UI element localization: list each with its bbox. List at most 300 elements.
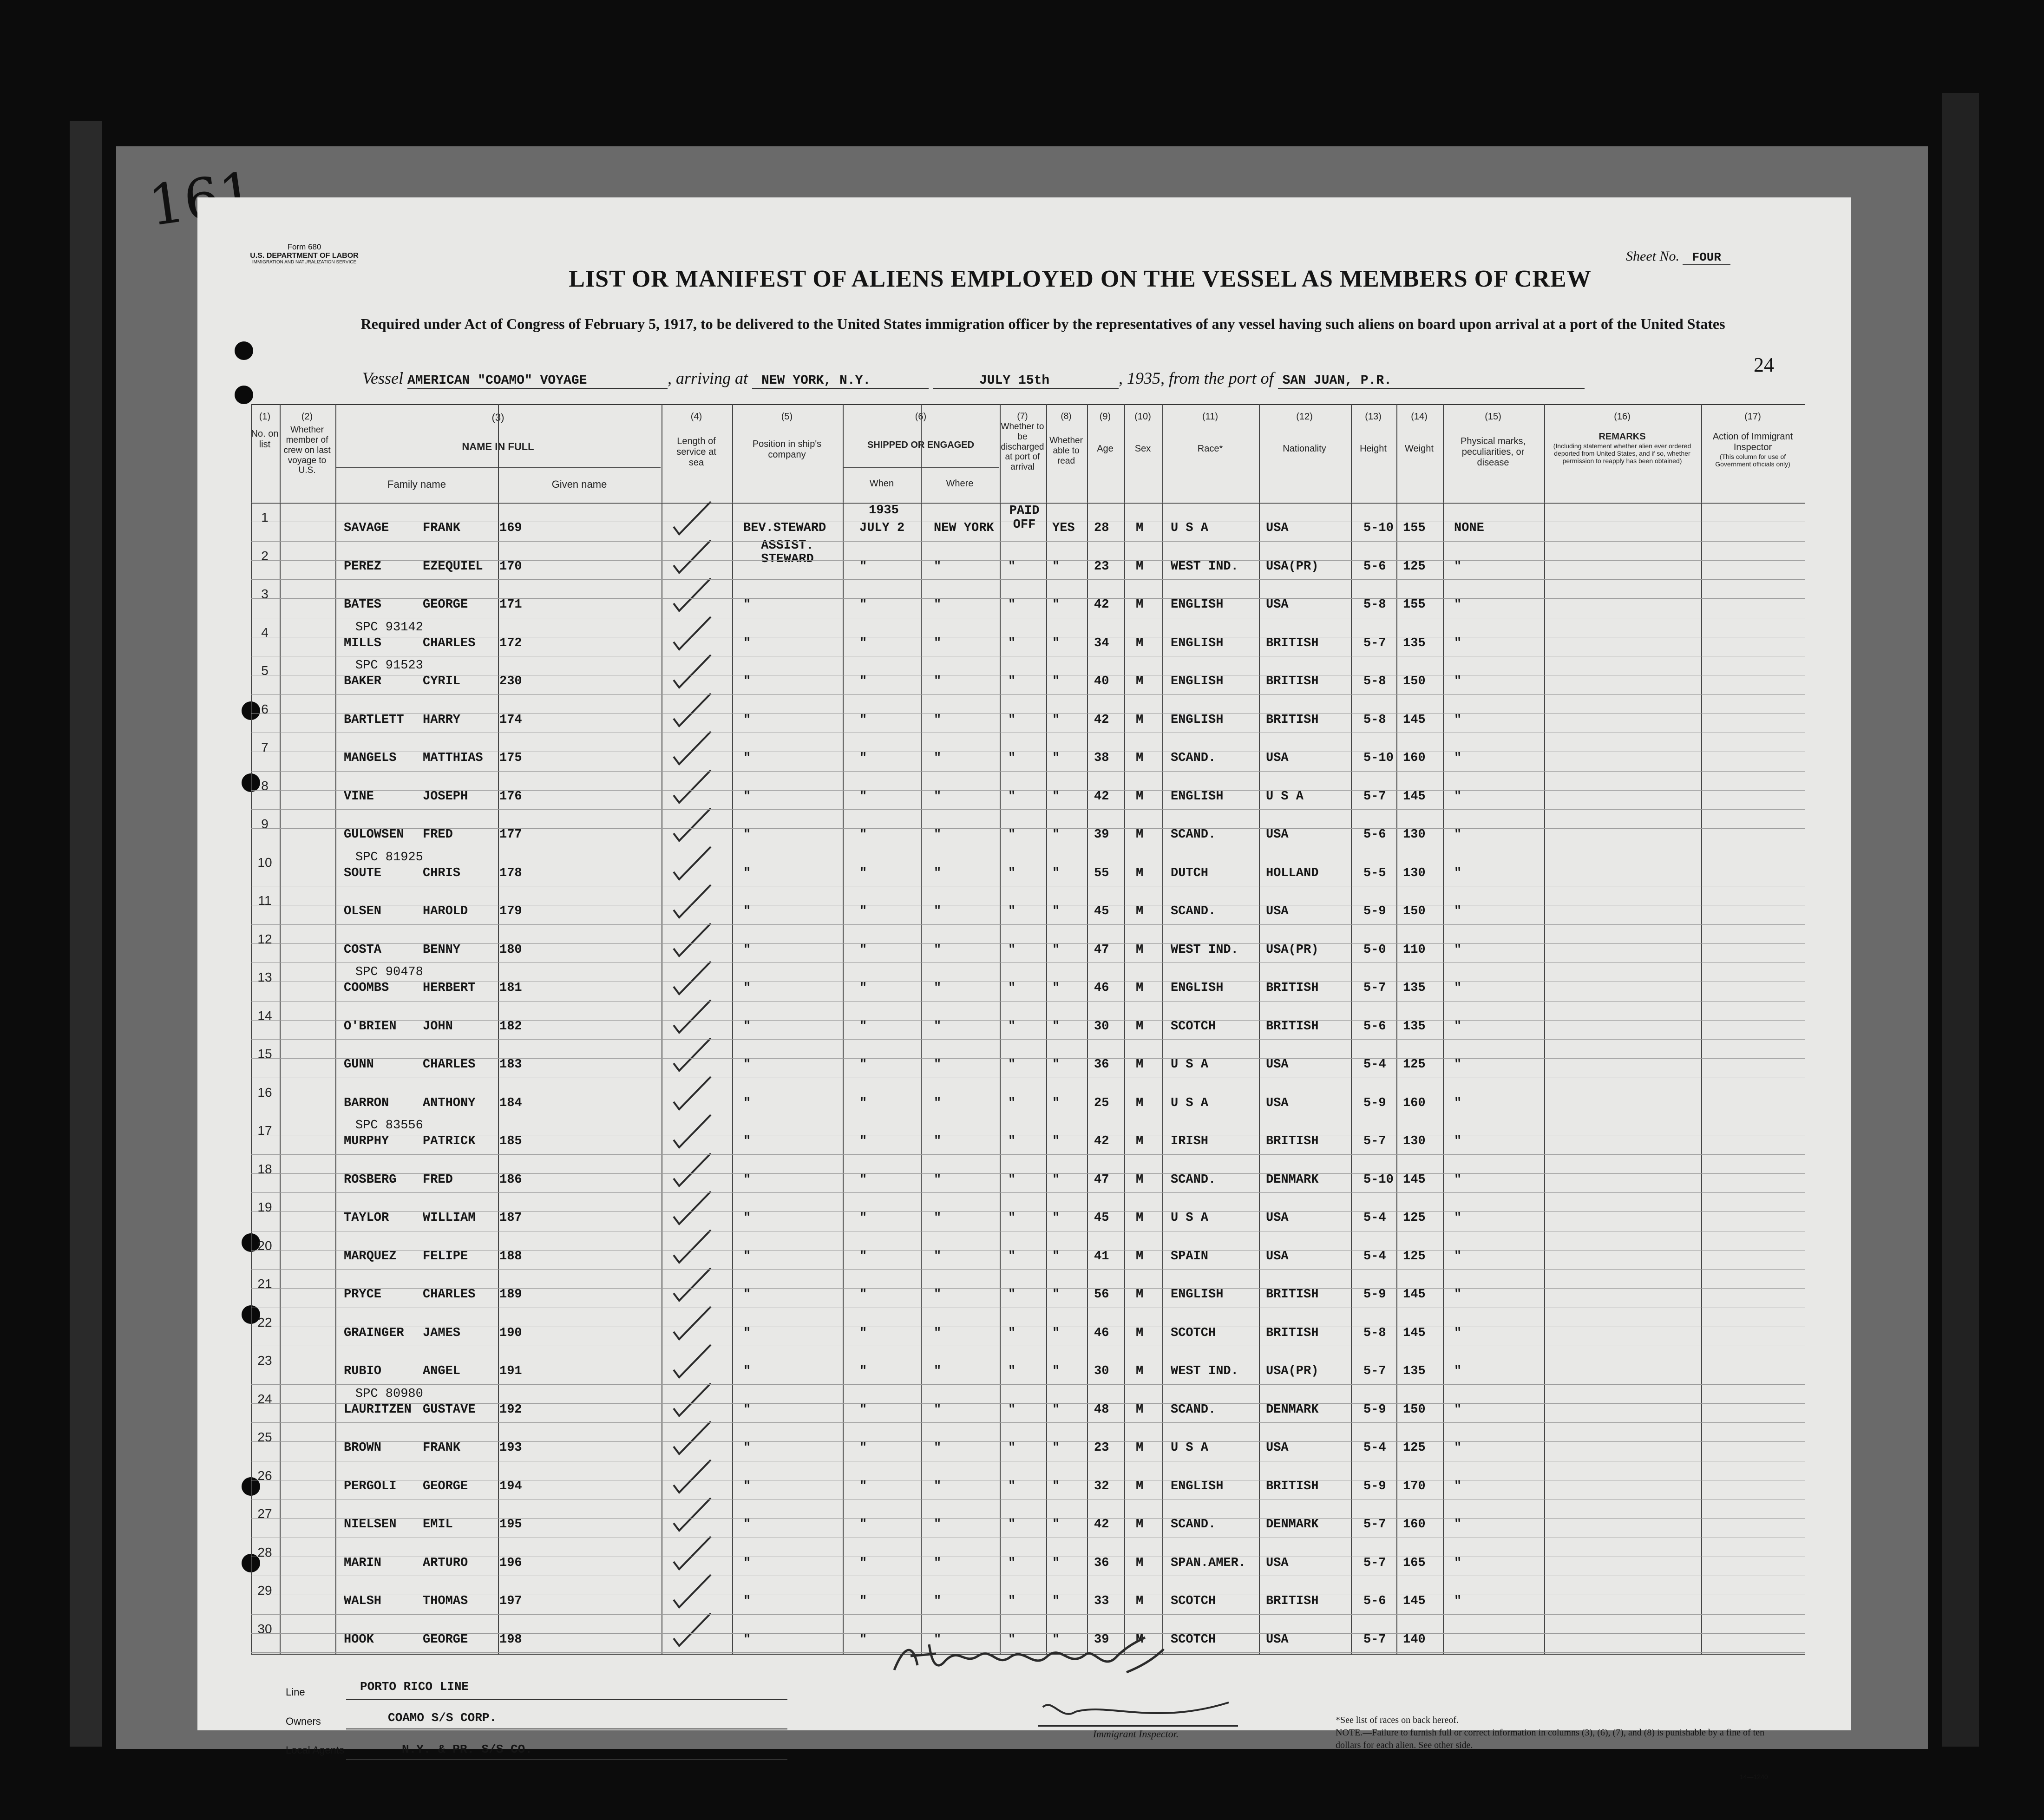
sex: M (1136, 1134, 1144, 1148)
check-mark (669, 881, 715, 923)
shipped-where: " (934, 1556, 942, 1570)
able-to-read: YES (1052, 521, 1075, 535)
sex: M (1136, 1556, 1144, 1570)
race: SCOTCH (1171, 1594, 1216, 1608)
physical-marks: " (1454, 1364, 1462, 1378)
weight: 125 (1403, 1249, 1426, 1264)
age: 28 (1094, 521, 1109, 535)
row-number: 3 (261, 587, 269, 601)
header-col-1-number: (1) (259, 412, 271, 422)
sex: M (1136, 1019, 1144, 1034)
discharged: " (1008, 1211, 1016, 1225)
race: IRISH (1171, 1134, 1209, 1148)
weight: 160 (1403, 751, 1426, 765)
header-col-13-label: Height (1360, 444, 1387, 454)
check-mark-stroke (674, 732, 711, 764)
row-number: 11 (258, 893, 272, 908)
shipped-where: " (934, 1632, 942, 1647)
header-col-12 (1259, 412, 1350, 454)
family-name: BROWN (344, 1441, 382, 1455)
able-to-read: " (1052, 1402, 1060, 1417)
check-mark (669, 1341, 715, 1383)
position: " (743, 981, 751, 995)
sex: M (1136, 1402, 1144, 1417)
check-mark (669, 996, 715, 1038)
height: 5-8 (1363, 1326, 1386, 1340)
header-col-1-label: No. on list (251, 429, 279, 450)
sex: M (1136, 904, 1144, 918)
position: " (743, 1441, 751, 1455)
given-name: EZEQUIEL (423, 559, 483, 574)
age: 46 (1094, 981, 1109, 995)
given-name: GEORGE (423, 598, 468, 612)
given-name: FRANK (423, 1441, 461, 1455)
shipped-when: " (859, 1556, 867, 1570)
position: " (743, 1211, 751, 1225)
row-rule (251, 1614, 1805, 1615)
able-to-read: " (1052, 751, 1060, 765)
list-index: 196 (499, 1556, 522, 1570)
physical-marks: " (1454, 598, 1462, 612)
form-id-block (244, 243, 365, 265)
weight: 145 (1403, 1172, 1426, 1187)
shipped-when: " (859, 1402, 867, 1417)
height: 5-7 (1363, 1632, 1386, 1647)
row-number: 14 (257, 1008, 272, 1023)
owners-value: COAMO S/S CORP. (388, 1711, 497, 1725)
able-to-read: " (1052, 1249, 1060, 1264)
position: " (743, 1556, 751, 1570)
row-rule (251, 579, 1805, 580)
able-to-read: " (1052, 1172, 1060, 1187)
height: 5-9 (1363, 1479, 1386, 1493)
row-number: 17 (257, 1123, 272, 1138)
nationality: DENMARK (1266, 1518, 1319, 1532)
family-name: BARTLETT (344, 713, 404, 727)
shipped-where: " (934, 1134, 942, 1148)
family-name: MILLS (344, 636, 382, 650)
check-mark-stroke (674, 655, 711, 687)
weight: 125 (1403, 1058, 1426, 1072)
discharged: " (1008, 636, 1016, 650)
column-rule (1162, 404, 1163, 1654)
nationality: BRITISH (1266, 1326, 1319, 1340)
weight: 150 (1403, 1402, 1426, 1417)
row-rule (251, 541, 1805, 542)
shipped-where: " (934, 1326, 942, 1340)
given-name: JOHN (423, 1019, 453, 1034)
sex: M (1136, 636, 1144, 650)
height: 5-10 (1363, 521, 1394, 535)
shipped-where: " (934, 751, 942, 765)
header-col-7-label: Whether to be discharged at port of arrival (1001, 421, 1044, 472)
position: " (743, 904, 751, 918)
able-to-read: " (1052, 1632, 1060, 1647)
check-mark (669, 651, 715, 693)
column-rule (1087, 404, 1088, 1654)
check-mark (669, 958, 715, 1000)
race: SCAND. (1171, 1402, 1216, 1417)
height: 5-4 (1363, 1058, 1386, 1072)
list-index: 176 (499, 789, 522, 804)
able-to-read: " (1052, 789, 1060, 804)
sex: M (1136, 1479, 1144, 1493)
height: 5-7 (1363, 1364, 1386, 1378)
list-index: 185 (499, 1134, 522, 1148)
header-col-16-note: (Including statement whether alien ever ordered deported from United States, and if so, whether permission to reapply has been obtained) (1553, 442, 1691, 465)
check-mark-stroke (674, 502, 711, 534)
nationality: USA (1266, 1211, 1289, 1225)
column-rule (732, 404, 733, 1654)
age: 30 (1094, 1364, 1109, 1378)
race: SPAN.AMER. (1171, 1556, 1246, 1570)
able-to-read: " (1052, 713, 1060, 727)
family-name: ROSBERG (344, 1172, 397, 1187)
shipped-where: NEW YORK (934, 521, 994, 535)
header-col-14-label: Weight (1405, 444, 1434, 454)
nationality: HOLLAND (1266, 866, 1319, 880)
check-mark-stroke (674, 962, 711, 994)
able-to-read: " (1052, 1134, 1060, 1148)
footer-line (286, 1680, 797, 1698)
list-index: 177 (499, 828, 522, 842)
weight: 160 (1403, 1518, 1426, 1532)
header-col-16-number: (16) (1614, 412, 1631, 422)
sex: M (1136, 751, 1144, 765)
discharged: " (1008, 1249, 1016, 1264)
header-col-12-number: (12) (1296, 412, 1313, 422)
age: 42 (1094, 598, 1109, 612)
given-name: CHARLES (423, 1288, 476, 1302)
age: 42 (1094, 1518, 1109, 1532)
column-rule (335, 404, 336, 1654)
row-rule (251, 1288, 1805, 1289)
given-name: HERBERT (423, 981, 476, 995)
discharged: " (1008, 943, 1016, 957)
row-number: 7 (261, 740, 269, 754)
race: ENGLISH (1171, 674, 1224, 688)
form-title: LIST OR MANIFEST OF ALIENS EMPLOYED ON THE VESSEL AS MEMBERS OF CREW (569, 266, 1592, 292)
check-mark-stroke (674, 1537, 711, 1569)
footer-agents (286, 1744, 797, 1756)
shipped-when: " (859, 1518, 867, 1532)
weight: 145 (1403, 789, 1426, 804)
weight: 125 (1403, 1441, 1426, 1455)
row-number: 10 (257, 855, 272, 870)
able-to-read: " (1052, 1594, 1060, 1608)
check-mark-stroke (674, 847, 711, 879)
sex: M (1136, 1594, 1144, 1608)
row-rule (251, 1269, 1805, 1270)
nationality: BRITISH (1266, 636, 1319, 650)
weight: 135 (1403, 636, 1426, 650)
discharged: " (1008, 828, 1016, 842)
given-name: GEORGE (423, 1479, 468, 1493)
check-mark-stroke (674, 540, 711, 573)
family-name: PEREZ (344, 559, 382, 574)
nationality: USA (1266, 828, 1289, 842)
given-name: MATTHIAS (423, 751, 483, 765)
vessel-line (362, 368, 1849, 389)
shipped-when: " (859, 828, 867, 842)
header-col-17-number: (17) (1744, 412, 1761, 422)
vessel-name: AMERICAN "COAMO" VOYAGE (407, 373, 668, 389)
form-number: Form 680 (287, 242, 321, 251)
penalty-note: NOTE.—Failure to furnish full or correct information in columns (3), (6), (7), and (8) is punishable by a fine of ten dollars for each alien. See other side. (1336, 1728, 1765, 1750)
shipped-when: " (859, 1479, 867, 1493)
sex: M (1136, 1096, 1144, 1110)
check-mark-stroke (674, 1575, 711, 1607)
punch-hole (235, 341, 253, 360)
weight: 155 (1403, 521, 1426, 535)
shipped-when: " (859, 1364, 867, 1378)
shipped-where: " (934, 1096, 942, 1110)
arriving-label: , arriving at (667, 369, 748, 387)
age: 32 (1094, 1479, 1109, 1493)
list-index: 197 (499, 1594, 522, 1608)
race: SCOTCH (1171, 1019, 1216, 1034)
height: 5-7 (1363, 981, 1386, 995)
able-to-read: " (1052, 981, 1060, 995)
row-number: 30 (257, 1621, 272, 1636)
header-col-2-label: Whether member of crew on last voyage to U.S. (283, 425, 331, 476)
weight: 140 (1403, 1632, 1426, 1647)
given-name: FRED (423, 1172, 453, 1187)
age: 30 (1094, 1019, 1109, 1034)
physical-marks: " (1454, 674, 1462, 688)
shipped-when: " (859, 1172, 867, 1187)
column-rule (280, 404, 281, 1654)
header-col-8-number: (8) (1061, 412, 1072, 421)
footer-notes (1336, 1714, 1777, 1752)
able-to-read: " (1052, 1019, 1060, 1034)
row-rule (251, 1039, 1805, 1040)
shipped-where: " (934, 1019, 942, 1034)
race: U S A (1171, 1441, 1209, 1455)
list-index: 230 (499, 674, 522, 688)
header-col-5-label: Position in ship's company (752, 439, 822, 460)
family-name: LAURITZEN (344, 1402, 412, 1417)
height: 5-7 (1363, 1518, 1386, 1532)
check-mark-stroke (674, 1115, 711, 1147)
discharged: " (1008, 981, 1016, 995)
spc-number: SPC 80980 (355, 1387, 423, 1401)
race: ENGLISH (1171, 713, 1224, 727)
from-label: , from the port of (1160, 369, 1274, 387)
row-rule (251, 1441, 1805, 1442)
sex: M (1136, 1211, 1144, 1225)
check-mark-stroke (674, 1460, 711, 1493)
sex: M (1136, 828, 1144, 842)
shipped-year: 1935 (869, 504, 899, 517)
discharged: " (1008, 1364, 1016, 1378)
shipped-when: " (859, 789, 867, 804)
sex: M (1136, 981, 1144, 995)
height: 5-9 (1363, 1288, 1386, 1302)
given-name: THOMAS (423, 1594, 468, 1608)
height: 5-4 (1363, 1441, 1386, 1455)
physical-marks: " (1454, 904, 1462, 918)
family-name: VINE (344, 789, 374, 804)
manifest-sheet (197, 197, 1851, 1781)
discharged: " (1008, 559, 1016, 574)
sheet-number (1626, 249, 1730, 264)
sex: M (1136, 1518, 1144, 1532)
check-mark-stroke (674, 1268, 711, 1301)
row-number: 8 (261, 778, 269, 793)
shipped-when: " (859, 1096, 867, 1110)
shipped-where: " (934, 828, 942, 842)
height: 5-4 (1363, 1249, 1386, 1264)
header-col-4-label: Length of service at sea (676, 436, 716, 468)
shipped-where: " (934, 598, 942, 612)
shipped-when: " (859, 751, 867, 765)
weight: 155 (1403, 598, 1426, 612)
row-number: 15 (257, 1047, 272, 1061)
physical-marks: " (1454, 789, 1462, 804)
header-col-9 (1087, 412, 1123, 454)
check-mark (669, 575, 715, 616)
family-name: BAKER (344, 674, 382, 688)
given-name: CHRIS (423, 866, 461, 880)
header-col-14-number: (14) (1411, 412, 1428, 422)
check-mark (669, 690, 715, 732)
discharged: " (1008, 1594, 1016, 1608)
family-name: NIELSEN (344, 1518, 397, 1532)
check-mark (669, 920, 715, 962)
weight: 135 (1403, 1019, 1426, 1034)
check-mark (669, 1303, 715, 1345)
physical-marks: " (1454, 713, 1462, 727)
position: " (743, 1288, 751, 1302)
shipped-when: " (859, 713, 867, 727)
row-rule (251, 962, 1805, 963)
race: DUTCH (1171, 866, 1209, 880)
weight: 150 (1403, 904, 1426, 918)
race: U S A (1171, 521, 1209, 535)
list-index: 172 (499, 636, 522, 650)
list-index: 181 (499, 981, 522, 995)
family-name: MURPHY (344, 1134, 389, 1148)
header-col-10-number: (10) (1134, 412, 1151, 422)
check-mark (669, 805, 715, 846)
header-col-15-label: Physical marks, peculiarities, or disease (1460, 436, 1526, 468)
check-mark-stroke (674, 617, 711, 649)
header-col-5-number: (5) (781, 412, 793, 422)
header-col-17-note: (This column for use of Government officials only) (1715, 453, 1790, 468)
age: 34 (1094, 636, 1109, 650)
check-mark (669, 1073, 715, 1115)
row-number: 22 (257, 1315, 272, 1329)
header-col-9-number: (9) (1099, 412, 1111, 422)
shipped-when: " (859, 1326, 867, 1340)
row-rule (251, 694, 1805, 695)
row-rule (251, 1211, 1805, 1212)
nationality: USA (1266, 904, 1289, 918)
weight: 160 (1403, 1096, 1426, 1110)
list-index: 174 (499, 713, 522, 727)
discharged: " (1008, 1441, 1016, 1455)
able-to-read: " (1052, 1556, 1060, 1570)
shipped-when: " (859, 598, 867, 612)
sheet-label: Sheet No. (1626, 249, 1679, 264)
age: 47 (1094, 1172, 1109, 1187)
row-number: 29 (257, 1583, 272, 1597)
position: " (743, 1594, 751, 1608)
sheet-value: FOUR (1683, 250, 1730, 265)
height: 5-7 (1363, 636, 1386, 650)
column-rule (1701, 404, 1702, 1654)
position: " (743, 1326, 751, 1340)
list-index: 171 (499, 598, 522, 612)
check-mark (669, 1494, 715, 1536)
row-number: 19 (257, 1200, 272, 1214)
column-rule (1046, 404, 1047, 1654)
spc-number: SPC 93142 (355, 620, 423, 635)
sex: M (1136, 1441, 1144, 1455)
check-mark (669, 843, 715, 885)
physical-marks: " (1454, 636, 1462, 650)
row-rule (251, 1154, 1805, 1155)
check-mark (669, 728, 715, 770)
check-mark-stroke (674, 1000, 711, 1033)
check-mark (669, 1034, 715, 1076)
family-name: GUNN (344, 1058, 374, 1072)
physical-marks: " (1454, 943, 1462, 957)
list-index: 175 (499, 751, 522, 765)
header-col-16 (1544, 412, 1700, 465)
header-col-10-label: Sex (1134, 444, 1151, 454)
check-mark-stroke (674, 1230, 711, 1263)
nationality: BRITISH (1266, 1288, 1319, 1302)
race: WEST IND. (1171, 1364, 1238, 1378)
discharged: " (1008, 1479, 1016, 1493)
race: ENGLISH (1171, 981, 1224, 995)
form-subtitle: Required under Act of Congress of February 5, 1917, to be delivered to the United States immigration officer by the representatives of any vessel having such aliens on board upon arrival at a port of the United States (360, 315, 1725, 332)
service: IMMIGRATION AND NATURALIZATION SERVICE (252, 260, 357, 265)
weight: 145 (1403, 1594, 1426, 1608)
able-to-read: " (1052, 1288, 1060, 1302)
row-number: 13 (257, 970, 272, 984)
row-number: 24 (257, 1391, 272, 1406)
check-mark-stroke (674, 885, 711, 917)
given-name: ANGEL (423, 1364, 461, 1378)
physical-marks: " (1454, 1402, 1462, 1417)
weight: 145 (1403, 1288, 1426, 1302)
nationality: DENMARK (1266, 1402, 1319, 1417)
race: ENGLISH (1171, 789, 1224, 804)
inspector-label: Immigrant Inspector. (1093, 1728, 1179, 1740)
race: U S A (1171, 1058, 1209, 1072)
weight: 130 (1403, 866, 1426, 880)
shipped-where: " (934, 866, 942, 880)
family-name: MANGELS (344, 751, 397, 765)
family-name: COSTA (344, 943, 382, 957)
position: " (743, 943, 751, 957)
sex: M (1136, 559, 1144, 574)
physical-marks: " (1454, 1019, 1462, 1034)
sex: M (1136, 674, 1144, 688)
row-rule (251, 809, 1805, 810)
punch-hole (235, 386, 253, 404)
row-rule (251, 790, 1805, 791)
discharged: " (1008, 1632, 1016, 1647)
header-col-6-number: (6) (915, 412, 927, 422)
nationality: BRITISH (1266, 981, 1319, 995)
race: SPAIN (1171, 1249, 1209, 1264)
race: SCAND. (1171, 1518, 1216, 1532)
position: " (743, 713, 751, 727)
